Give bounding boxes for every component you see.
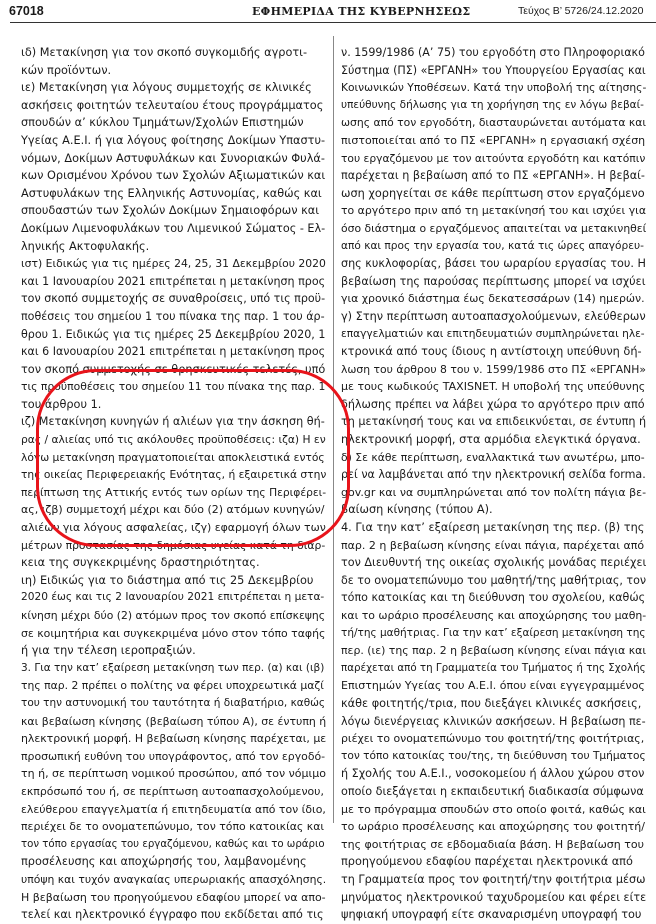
text-line: όσο διάστημα ο εργαζόμενος απαιτείται να μετακινηθεί [341,221,647,235]
text-line: λόγω μετακίνηση πραγματοποιείται αποκλειστικά εντός [21,450,325,464]
text-line: το ωράριο προσέλευσης και αποχώρησης του φοιτητή/ [341,820,645,834]
text-line: δήλωσης πρέπει να λάβει χώρα το αργότερο πριν από [341,397,645,411]
text-line: Αστυφυλάκων της Ελληνικής Αστυνομίας, καθώς και [21,186,322,200]
text-line: της φοιτήτριας σε εβδομαδιαία βάση. Η βεβαίωση του [341,837,644,851]
text-line: και 1 Ιανουαρίου 2021 επιτρέπεται η μετακίνηση προς [21,274,326,288]
text-line: του την αστυνομική του ταυτότητα ή διαβατήριο, καθώς [21,696,326,709]
text-line: ψηφιακή υπογραφή είτε σκαναρισμένη υπογραφή του [341,908,642,922]
text-line: και βεβαίωση κίνησης (βεβαίωση τύπου Α), σε έντυπη ή [21,714,327,728]
page-header [0,0,656,22]
text-line: παρέχεται η βεβαίωση από το ΠΣ «ΕΡΓΑΝΗ». Η βεβαί- [341,169,645,183]
text-line: Κοινωνικών Υποθέσεων. Κατά την υποβολή της αίτησης- [341,81,647,95]
text-line: για χρονικό διάστημα έως δεκατεσσάρων (14) ημερών. [341,292,645,306]
text-line: γ) Στην περίπτωση αυτοαπασχολούμενων, ελεύθερων [341,309,646,323]
text-line: ωση χορηγείται σε κάθε περίπτωση στον εργαζόμενο [341,186,645,200]
text-line: τη ή, σε περίπτωση νομικού προσώπου, από τον νόμιμο [21,767,326,781]
text-line: ασκήσεις φοιτητών τελευταίου έτους προγράμματος [21,98,324,112]
text-line: τον τόπο κατοικίας του/της, τη διεύθυνση του Τμήματος [341,749,646,762]
text-line: προσέλευσης και αποχώρησής του, λαμβανομένης [21,855,307,869]
text-line: ν. 1599/1986 (Α’ 75) του εργοδότη στο Πληροφοριακό [341,46,645,59]
text-line: κεια της συγκεκριμένης δραστηριότητας. [21,556,260,570]
right-column [341,44,646,924]
text-line: και το ωράριο προσέλευσης και αποχώρησης του μαθη- [341,609,647,622]
text-line: μέτρων προστασίας της δημόσιας υγείας κατά τη διάρ- [21,538,326,552]
text-line: ας, ιζβ) συμμετοχή μέχρι και δύο (2) ατόμων κυνηγών/ [21,503,325,517]
text-line: ρας / αλιείας υπό τις ακόλουθες προϋποθέσεις: ιζα) Η εν [21,433,326,447]
text-line: ποθέσεις του σημείου 1 του πίνακα της παρ. 1 του άρ- [21,309,325,323]
text-line: gov.gr και να συμπληρώνεται από τον πολίτη πάγια βε- [341,485,647,499]
text-line: τη Γραμματεία προς τον φοιτητή/την φοιτήτρια μέσω [341,872,646,886]
text-line: σε κοιμητήρια και συγκεκριμένα μόνο στον τόπο ταφής [21,626,326,640]
text-line: δ) Σε κάθε περίπτωση, εναλλακτικά των ανωτέρω, μπο- [341,450,645,464]
text-line: παρέχεται από τη Γραμματεία του Τμήματος ή της Σχολής [341,661,646,674]
text-line: Επιστημών Υγείας του Α.Ε.Ι. όπου είναι εγγεγραμμένος [341,679,645,693]
text-line: τις προϋποθέσεις του σημείου 11 του πίνακα της παρ. 1 [21,380,326,394]
text-line: του άρθρου 1. [21,397,102,411]
text-line: βαίωση κίνησης (τύπου Α). [341,503,493,517]
text-line: ιζ) Μετακίνηση κυνηγών ή αλιέων για την άσκηση θή- [21,415,325,429]
text-line: Σύστημα (ΠΣ) «ΕΡΓΑΝΗ» του Υπουργείου Εργασίας και [341,63,646,77]
text-line: ή Σχολής του Α.Ε.Ι., νοσοκομείου ή άλλου χώρου στον [341,767,645,781]
text-line: λωση του άρθρου 8 του ν. 1599/1986 στο ΠΣ «ΕΡΓΑΝΗ» [341,362,646,376]
text-line: υπεύθυνης δήλωσης για τη χορήγηση της εν λόγω βεβαί- [341,98,644,111]
text-line: τον σκοπό συμμετοχής σε συναθροίσεις, υπό τις προϋ- [21,292,326,306]
text-line: τον τόπο εργασίας του εργαζόμενου, καθώς και το ωράριο [21,838,325,850]
text-line: ιε) Μετακίνηση για λόγους συμμετοχής σε κλινικές [21,81,312,95]
text-line: πιστοποιείται από το ΠΣ «ΕΡΓΑΝΗ» η εργασιακή σχέση [341,133,646,147]
text-line: κτρονικά από τους ίδιους η αντίστοιχη υπεύθυνη δή- [341,345,642,359]
header-rule [10,22,656,23]
text-line: του εργαζόμενου με τον αιτούντα εργοδότη και κατόπιν [341,151,646,165]
text-line: και 6 Ιανουαρίου 2021 επιτρέπεται η μετακίνηση προς [21,345,326,359]
text-line: ρεί να λαμβάνεται από την ηλεκτρονική σελίδα forma. [341,468,646,482]
text-line: περίπτωση της Αττικής εντός των ορίων της Περιφέρει- [21,485,327,499]
text-line: τη μετακίνησή τους και να επιδεικνύεται, σε έντυπη ή [341,415,647,429]
text-line: σπουδαστών των Σχολών Δοκίμων Σημαιοφόρων και [21,204,320,218]
text-line: κάθε φοιτητής/τρια, που διεξάγει κλινικές ασκήσεις, [341,696,642,710]
text-line: από και προς την εργασία του, κατά τις ώρες απαγόρευ- [341,239,644,252]
text-line: ηλεκτρονική μορφή, στα αρμόδια ελεγκτικά όργανα. [341,433,641,447]
text-line: ωσης από τον εργοδότη, διασταυρώνεται αυτόματα και [341,116,647,130]
text-line: περ. (ιε) της παρ. 2 η βεβαίωση κίνησης είναι πάγια και [341,644,647,658]
text-line: αλιέων για λόγους ασφαλείας, ιζγ) εφαρμογή όλων των [21,521,326,535]
text-line: οποίο διεξάγεται η εκπαιδευτική διαδικασία σύμφωνα [341,784,644,798]
text-line: θρου 1. Ειδικώς για τις ημέρες 25 Δεκεμβρίου 2020, 1 [21,327,326,341]
text-line: ή για την τέλεση ιεροπραξιών. [21,644,196,658]
text-line: κίνηση μέχρι δύο (2) ατόμων προς τον σκοπό επίσκεψης [21,609,326,622]
text-line: λόγω διενέργειας κλινικών ασκήσεων. Η βεβαίωση πε- [341,714,646,728]
text-line: κων Ορισμένου Χρόνου των Σχολών Αξιωματικών και [21,169,326,183]
text-line: ιδ) Μετακίνηση για τον σκοπό συγκομιδής αγροτι- [21,46,308,59]
text-line: 4. Για την κατ’ εξαίρεση μετακίνηση της περ. (β) της [341,521,645,535]
text-line: δε το ονοματεπώνυμο του μαθητή/της μαθήτριας, τον [341,573,647,587]
text-line: περιέχει δε το ονοματεπώνυμο, τον τόπο κατοικίας και [21,820,325,834]
text-line: ληνικής Ακτοφυλακής. [21,239,150,253]
text-line: ιη) Ειδικώς για το διάστημα από τις 25 Δεκεμβρίου [21,573,314,587]
text-line: σης κυκλοφορίας, βάσει του ωραρίου εργασίας του. Η [341,257,646,271]
text-line: εκπρόσωπό του ή, σε περίπτωση αυτοαπασχολούμενου, [21,784,324,798]
red-highlight-circle [36,369,350,547]
text-line: Δοκίμων Λιμενοφυλάκων του Λιμενικού Σώματος - Ελ- [21,221,326,235]
text-line: τον σκοπό συμμετοχής σε θρησκευτικές τελετές, υπό [21,362,326,376]
text-line: μηνύματος ηλεκτρονικού ταχυδρομείου και φέρει είτε [341,890,647,904]
text-line: με τους κωδικούς TAXISNET. Η υποβολή της υπεύθυνης [341,380,646,394]
text-line: με το πρόγραμμα σπουδών στο οποίο φοιτά, καθώς και [341,802,646,816]
text-line: προσωπική ευθύνη του υπογράφοντος, από τον εργοδό- [21,749,326,763]
text-line: τον Διευθυντή της οικείας σχολικής μονάδας περιέχει [341,556,647,570]
issue-number: Τεύχος B’ 5726/24.12.2020 [518,5,644,17]
text-line: ηλεκτρονική μορφή. Η βεβαίωση κίνησης παρέχεται, με [21,732,327,746]
text-line: της παρ. 2 πρέπει ο πολίτης να φέρει υποχρεωτικά μαζί [21,679,324,693]
text-line: της οικείας Περιφερειακής Ενότητας, ή εξαιρετικά στην [21,468,327,482]
text-line: βεβαίωση της παρούσας περίπτωσης μπορεί να ισχύει [341,274,646,288]
text-line: τή/της μαθήτριας. Για την κατ’ εξαίρεση μετακίνηση της [341,626,646,639]
text-line: τόπο κατοικίας και τη διεύθυνση του σχολείου, καθώς [341,591,646,605]
text-line: προηγούμενου εδαφίου παρέχεται ηλεκτρονικά από [341,855,633,869]
text-line: 2020 έως και τις 2 Ιανουαρίου 2021 επιτρέπεται η μετα- [21,591,325,604]
text-line: το αργότερο πριν από τη μετακίνησή του και ισχύει για [341,204,647,218]
text-line: ιστ) Ειδικώς για τις ημέρες 24, 25, 31 Δεκεμβρίου 2020 [21,257,326,271]
text-line: νόμων, Δοκίμων Αστυφυλάκων και Συνοριακών Φυλά- [21,151,325,165]
text-line: 3. Για την κατ’ εξαίρεση μετακίνηση των περ. (α) και (ιβ) [21,661,325,674]
text-line: κών προϊόντων. [21,63,112,77]
text-line: παρ. 2 η βεβαίωση κίνησης είναι πάγια, παρέχεται από [341,538,645,552]
text-line: υπόψη και τυχόν αναγκαίας υπερωριακής απασχόλησης. [21,872,327,886]
text-line: τελεί και ηλεκτρονικό έγγραφο που εκδίδεται από τις [21,908,324,922]
text-line: επαγγελματιών και επιτηδευματιών συμπληρώνεται ηλε- [341,327,645,340]
gazette-title: ΕΦΗΜΕΡΙΔΑ ΤΗΣ ΚΥΒΕΡΝΗΣΕΩΣ [252,5,471,18]
text-line: Υγείας Α.Ε.Ι. ή για λόγους φοίτησης Δοκίμων Υπαστυ- [21,133,326,147]
text-line: ριέχει το ονοματεπώνυμο του φοιτητή/της φοιτήτριας, [341,732,645,746]
text-line: σπουδών α’ κύκλου Τμημάτων/Σχολών Επιστημών [21,116,304,130]
text-line: ελεύθερου επαγγελματία ή επιτηδευματία από τον ίδιο, [21,802,326,816]
text-line: Η βεβαίωση του προηγούμενου εδαφίου μπορεί να απο- [21,890,326,904]
page-number: 67018 [9,4,44,18]
